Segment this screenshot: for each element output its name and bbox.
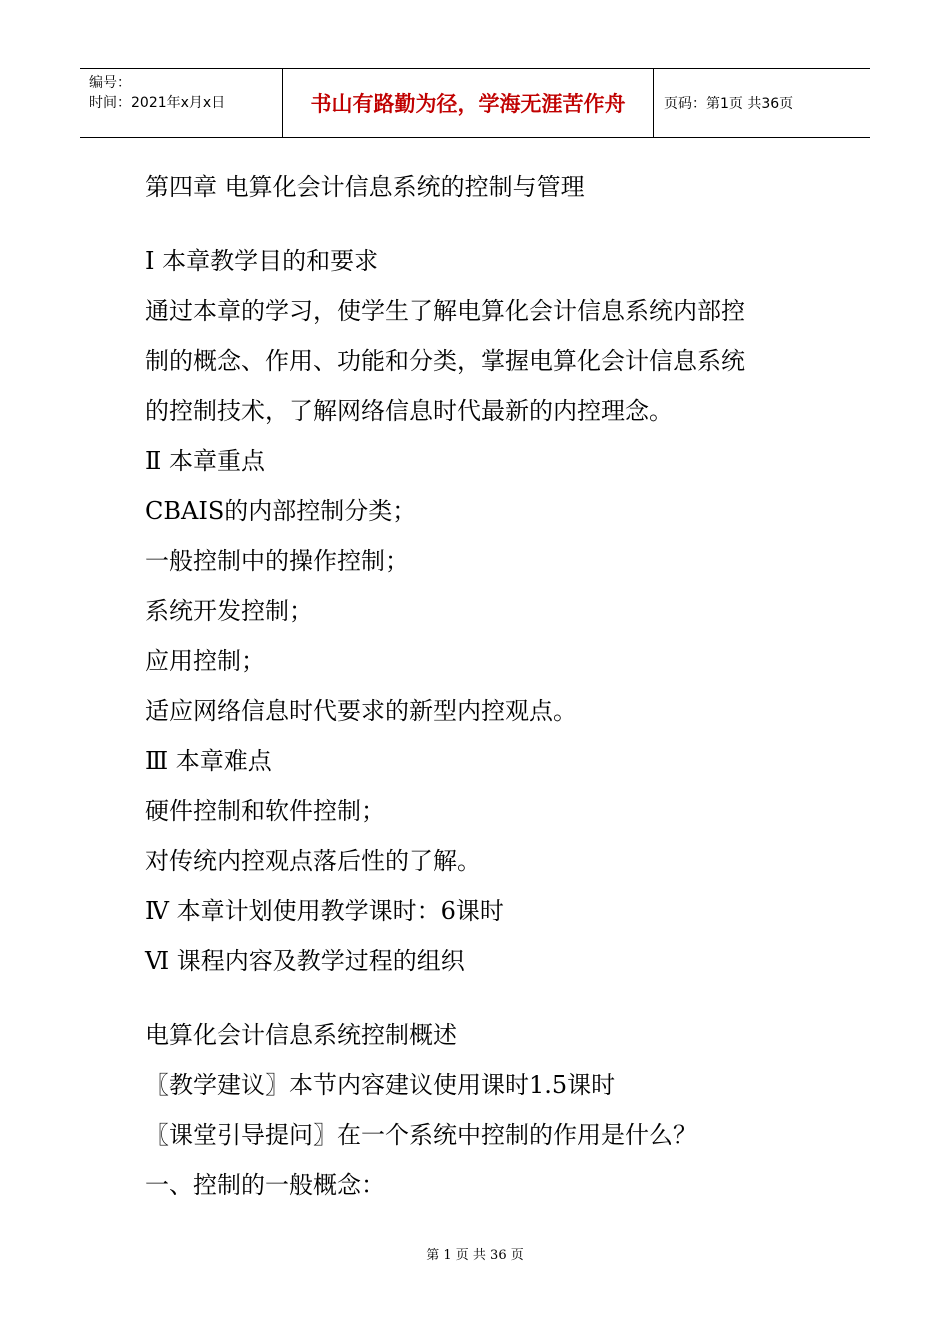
guiding-question: 〖课堂引导提问〗在一个系统中控制的作用是什么？	[145, 1121, 697, 1149]
paragraph-line: 制的概念、作用、功能和分类，掌握电算化会计信息系统	[145, 347, 745, 375]
spacer	[145, 212, 845, 236]
list-item: 系统开发控制；	[145, 597, 313, 625]
list-item: 一般控制中的操作控制；	[145, 547, 409, 575]
page-footer: 第 1 页 共 36 页	[426, 1248, 524, 1263]
section-heading: Ⅵ 课程内容及教学过程的组织	[145, 947, 465, 975]
list-item: 适应网络信息时代要求的新型内控观点。	[145, 697, 577, 725]
time-label: 时间：2021年x月x日	[89, 95, 226, 111]
section-heading: Ⅰ 本章教学目的和要求	[145, 247, 379, 275]
page-header	[80, 68, 870, 138]
number-label: 编号：	[89, 75, 131, 91]
header-page-info: 页码：第1页 共36页	[664, 96, 794, 112]
section-heading: Ⅱ 本章重点	[145, 447, 265, 475]
list-item: 硬件控制和软件控制；	[145, 797, 385, 825]
teaching-suggestion: 〖教学建议〗本节内容建议使用课时1.5课时	[145, 1071, 616, 1099]
section-heading: Ⅳ 本章计划使用教学课时：6课时	[145, 897, 504, 925]
header-motto: 书山有路勤为径，学海无涯苦作舟	[282, 69, 654, 137]
header-meta	[80, 69, 282, 137]
section-heading: Ⅲ 本章难点	[145, 747, 272, 775]
list-item: CBAIS的内部控制分类；	[145, 497, 417, 525]
paragraph-line: 的控制技术，了解网络信息时代最新的内控理念。	[145, 397, 673, 425]
subsection-title: 电算化会计信息系统控制概述	[145, 1021, 457, 1049]
list-item: 应用控制；	[145, 647, 265, 675]
chapter-title: 第四章 电算化会计信息系统的控制与管理	[145, 173, 585, 201]
spacer	[145, 986, 845, 1010]
document-body	[145, 162, 845, 1210]
paragraph-line: 通过本章的学习，使学生了解电算化会计信息系统内部控	[145, 297, 745, 325]
list-item: 对传统内控观点落后性的了解。	[145, 847, 481, 875]
concept-heading: 一、控制的一般概念：	[145, 1171, 385, 1199]
